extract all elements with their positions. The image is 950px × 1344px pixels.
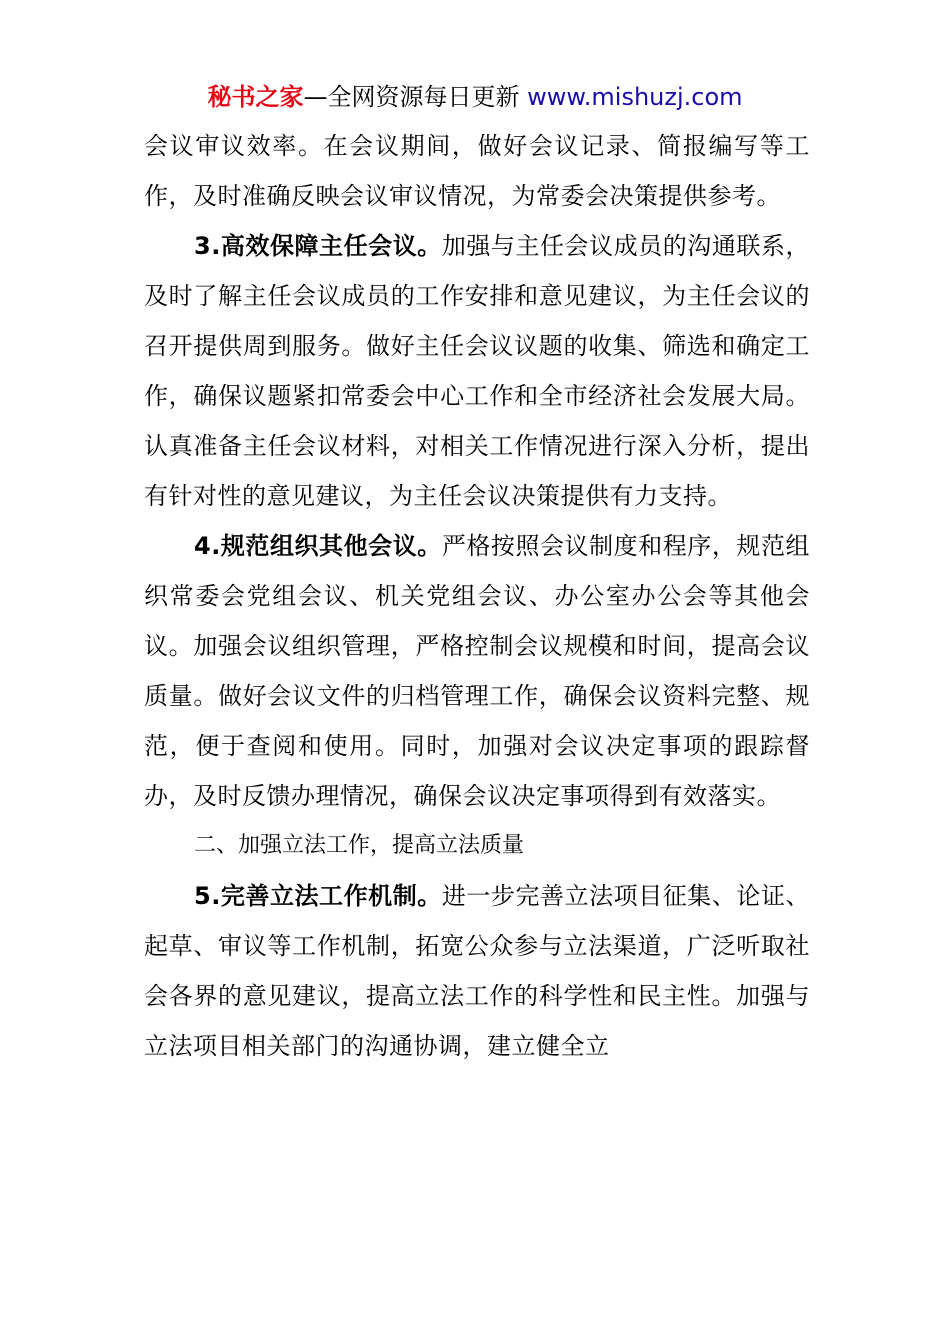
site-url-link[interactable]: www.mishuzj.com <box>527 83 743 111</box>
paragraph-lead: 3.高效保障主任会议。 <box>194 232 442 260</box>
paragraph-text: 进一步完善立法项目征集、论证、起草、审议等工作机制，拓宽公众参与立法渠道，广泛听取社会各界的意见建议，提高立法工作的科学性和民主性。加强与立法项目相关部门的沟通协调，建立健全立 <box>144 882 810 1060</box>
paragraph-text: 会议审议效率。在会议期间，做好会议记录、简报编写等工作，及时准确反映会议审议情况，为常委会决策提供参考。 <box>144 132 810 210</box>
page-header <box>0 80 950 114</box>
paragraph-item-4 <box>144 521 810 821</box>
paragraph-item-5 <box>144 871 810 1071</box>
section-heading: 二、加强立法工作，提高立法质量 <box>194 833 525 858</box>
paragraph-lead: 4.规范组织其他会议。 <box>194 532 442 560</box>
paragraph-text: 严格按照会议制度和程序，规范组织常委会党组会议、机关党组会议、办公室办公会等其他会议。加强会议组织管理，严格控制会议规模和时间，提高会议质量。做好会议文件的归档管理工作，确保会议资料完整、规范，便于查阅和使用。同时，加强对会议决定事项的跟踪督办，及时反馈办理情况，确保会议决定事项得到有效落实。 <box>144 532 810 810</box>
paragraph-lead: 5.完善立法工作机制。 <box>194 882 442 910</box>
paragraph-item-3 <box>144 221 810 521</box>
document-body <box>144 121 810 1071</box>
header-slogan: —全网资源每日更新 <box>303 83 528 111</box>
paragraph-text: 加强与主任会议成员的沟通联系，及时了解主任会议成员的工作安排和意见建议，为主任会议的召开提供周到服务。做好主任会议议题的收集、筛选和确定工作，确保议题紧扣常委会中心工作和全市经济社会发展大局。认真准备主任会议材料，对相关工作情况进行深入分析，提出有针对性的意见建议，为主任会议决策提供有力支持。 <box>144 232 810 510</box>
paragraph-continuation <box>144 121 810 221</box>
brand-name: 秘书之家 <box>207 83 304 111</box>
